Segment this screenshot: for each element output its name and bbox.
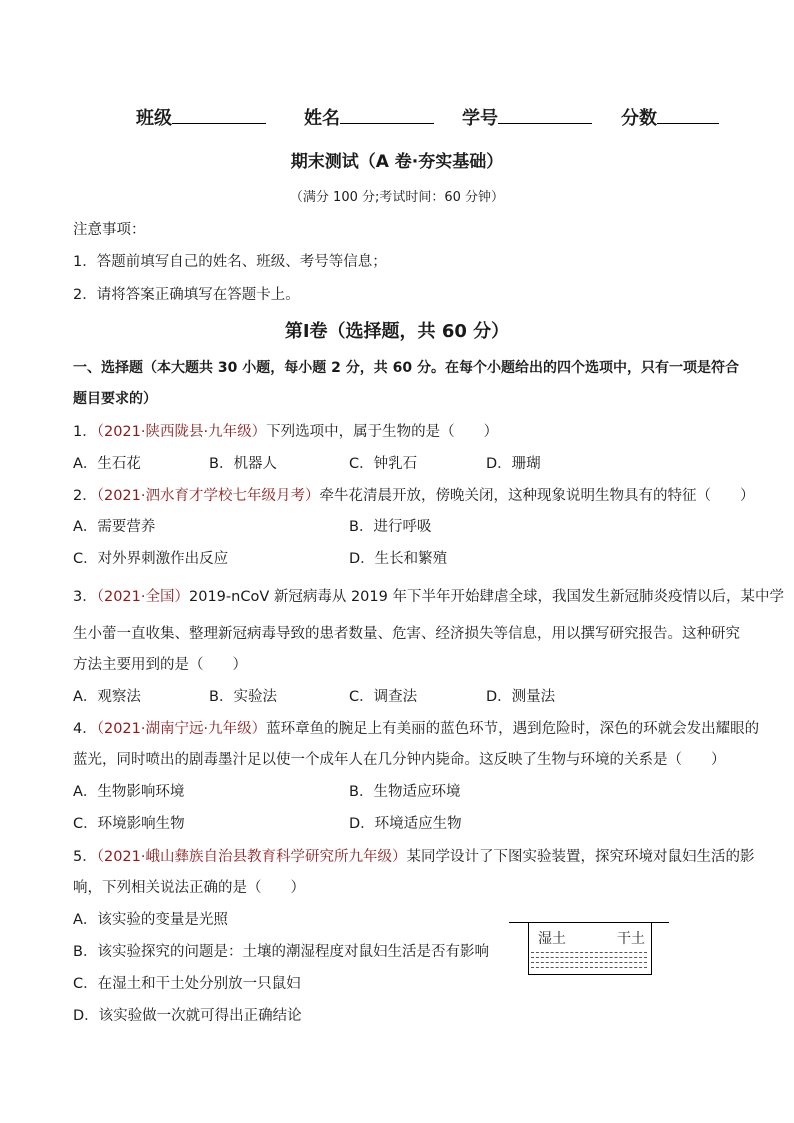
option-d[interactable]: D．测量法 [486,689,556,705]
option-d[interactable]: D．珊瑚 [486,456,541,472]
option-b[interactable]: B．机器人 [209,456,277,472]
question-source: （2021·湖南宁远·九年级） [96,721,267,737]
question-number: 1． [73,424,97,440]
option-d[interactable]: D．环境适应生物 [349,816,462,832]
option-d[interactable]: D．该实验做一次就可得出正确结论 [73,1008,302,1024]
option-c[interactable]: C．钟乳石 [349,456,418,472]
question-text-line: 响，下列相关说法正确的是（ ） [73,880,305,896]
option-b[interactable]: B．进行呼吸 [349,519,432,535]
question-source: （2021·泗水育才学校七年级月考） [96,488,320,504]
soil-line [531,957,647,958]
question-text-line: 生小蕾一直收集、整理新冠病毒导致的患者数量、危害、经济损失等信息，用以撰写研究报告。这种研究 [73,626,740,642]
option-c[interactable]: C．对外界刺激作出反应 [73,551,229,567]
section-instruction-line: 一、选择题（本大题共 30 小题，每小题 2 分，共 60 分。在每个小题给出的四个选项中，只有一项是符合 [73,360,739,376]
option-c[interactable]: C．环境影响生物 [73,816,185,832]
option-c[interactable]: C．调查法 [349,689,418,705]
option-a[interactable]: A．生石花 [73,456,141,472]
question-number: 5． [73,849,97,865]
option-a[interactable]: A．需要营养 [73,519,156,535]
question-text-line: 蓝光，同时喷出的剧毒墨汁足以使一个成年人在几分钟内毙命。这反映了生物与环境的关系是（ ） [73,752,726,768]
class-blank[interactable] [172,105,266,124]
question-text: 下列选项中，属于生物的是（ ） [266,424,499,440]
note-item: 1．答题前填写自己的姓名、班级、考号等信息； [73,254,387,270]
question-5 [73,845,755,866]
section-instruction-line: 题目要求的） [73,391,157,407]
question-2 [73,484,755,505]
exam-subtitle: （满分 100 分;考试时间：60 分钟） [289,190,505,205]
dry-soil-label: 干土 [617,931,645,947]
soil-line [531,952,647,953]
class-label: 班级 [136,108,172,129]
soil-line [531,967,647,968]
question-1 [73,420,498,441]
question-text-line: 方法主要用到的是（ ） [73,657,247,673]
student-id-label: 学号 [462,108,498,129]
question-number: 3． [73,589,97,605]
question-text: 牵牛花清晨开放，傍晚关闭，这种现象说明生物具有的特征（ ） [319,488,755,504]
section-title: 第Ⅰ卷（选择题，共 60 分） [284,321,510,342]
option-d[interactable]: D．生长和繁殖 [349,551,448,567]
question-source: （2021·峨山彝族自治县教育科学研究所九年级） [96,849,407,865]
score-blank[interactable] [657,105,719,124]
option-a[interactable]: A．观察法 [73,689,141,705]
student-id-field[interactable] [462,104,592,130]
exam-title: 期末测试（A 卷·夯实基础） [290,152,504,172]
option-b[interactable]: B．该实验探究的问题是：土壤的潮湿程度对鼠妇生活是否有影响 [73,944,489,960]
score-label: 分数 [621,108,657,129]
wet-soil-label: 湿土 [538,931,566,947]
question-number: 4． [73,721,97,737]
option-b[interactable]: B．生物适应环境 [349,784,461,800]
question-source: （2021·全国） [96,589,189,605]
name-label: 姓名 [304,108,340,129]
option-a[interactable]: A．该实验的变量是光照 [73,912,228,928]
question-3 [73,585,784,606]
question-text: 2019-nCoV 新冠病毒从 2019 年下半年开始肆虐全球，我国发生新冠肺炎疫情以后，某中学 [189,589,784,605]
option-a[interactable]: A．生物影响环境 [73,784,185,800]
question-text: 蓝环章鱼的腕足上有美丽的蓝色环节，遇到危险时，深色的环就会发出耀眼的 [266,721,760,737]
option-b[interactable]: B．实验法 [209,689,277,705]
question-text: 某同学设计了下图实验装置，探究环境对鼠妇生活的影 [406,849,755,865]
question-4 [73,717,759,738]
name-blank[interactable] [340,105,434,124]
experiment-diagram [509,920,669,976]
student-id-blank[interactable] [498,105,592,124]
name-field[interactable] [304,104,434,130]
soil-line [531,962,647,963]
note-item: 2．请将答案正确填写在答题卡上。 [73,287,300,303]
score-field[interactable] [621,104,719,130]
option-c[interactable]: C．在湿土和干土处分别放一只鼠妇 [73,976,301,992]
question-number: 2． [73,488,97,504]
notes-heading: 注意事项： [73,222,146,238]
question-source: （2021·陕西陇县·九年级） [96,424,267,440]
class-field[interactable] [136,104,266,130]
